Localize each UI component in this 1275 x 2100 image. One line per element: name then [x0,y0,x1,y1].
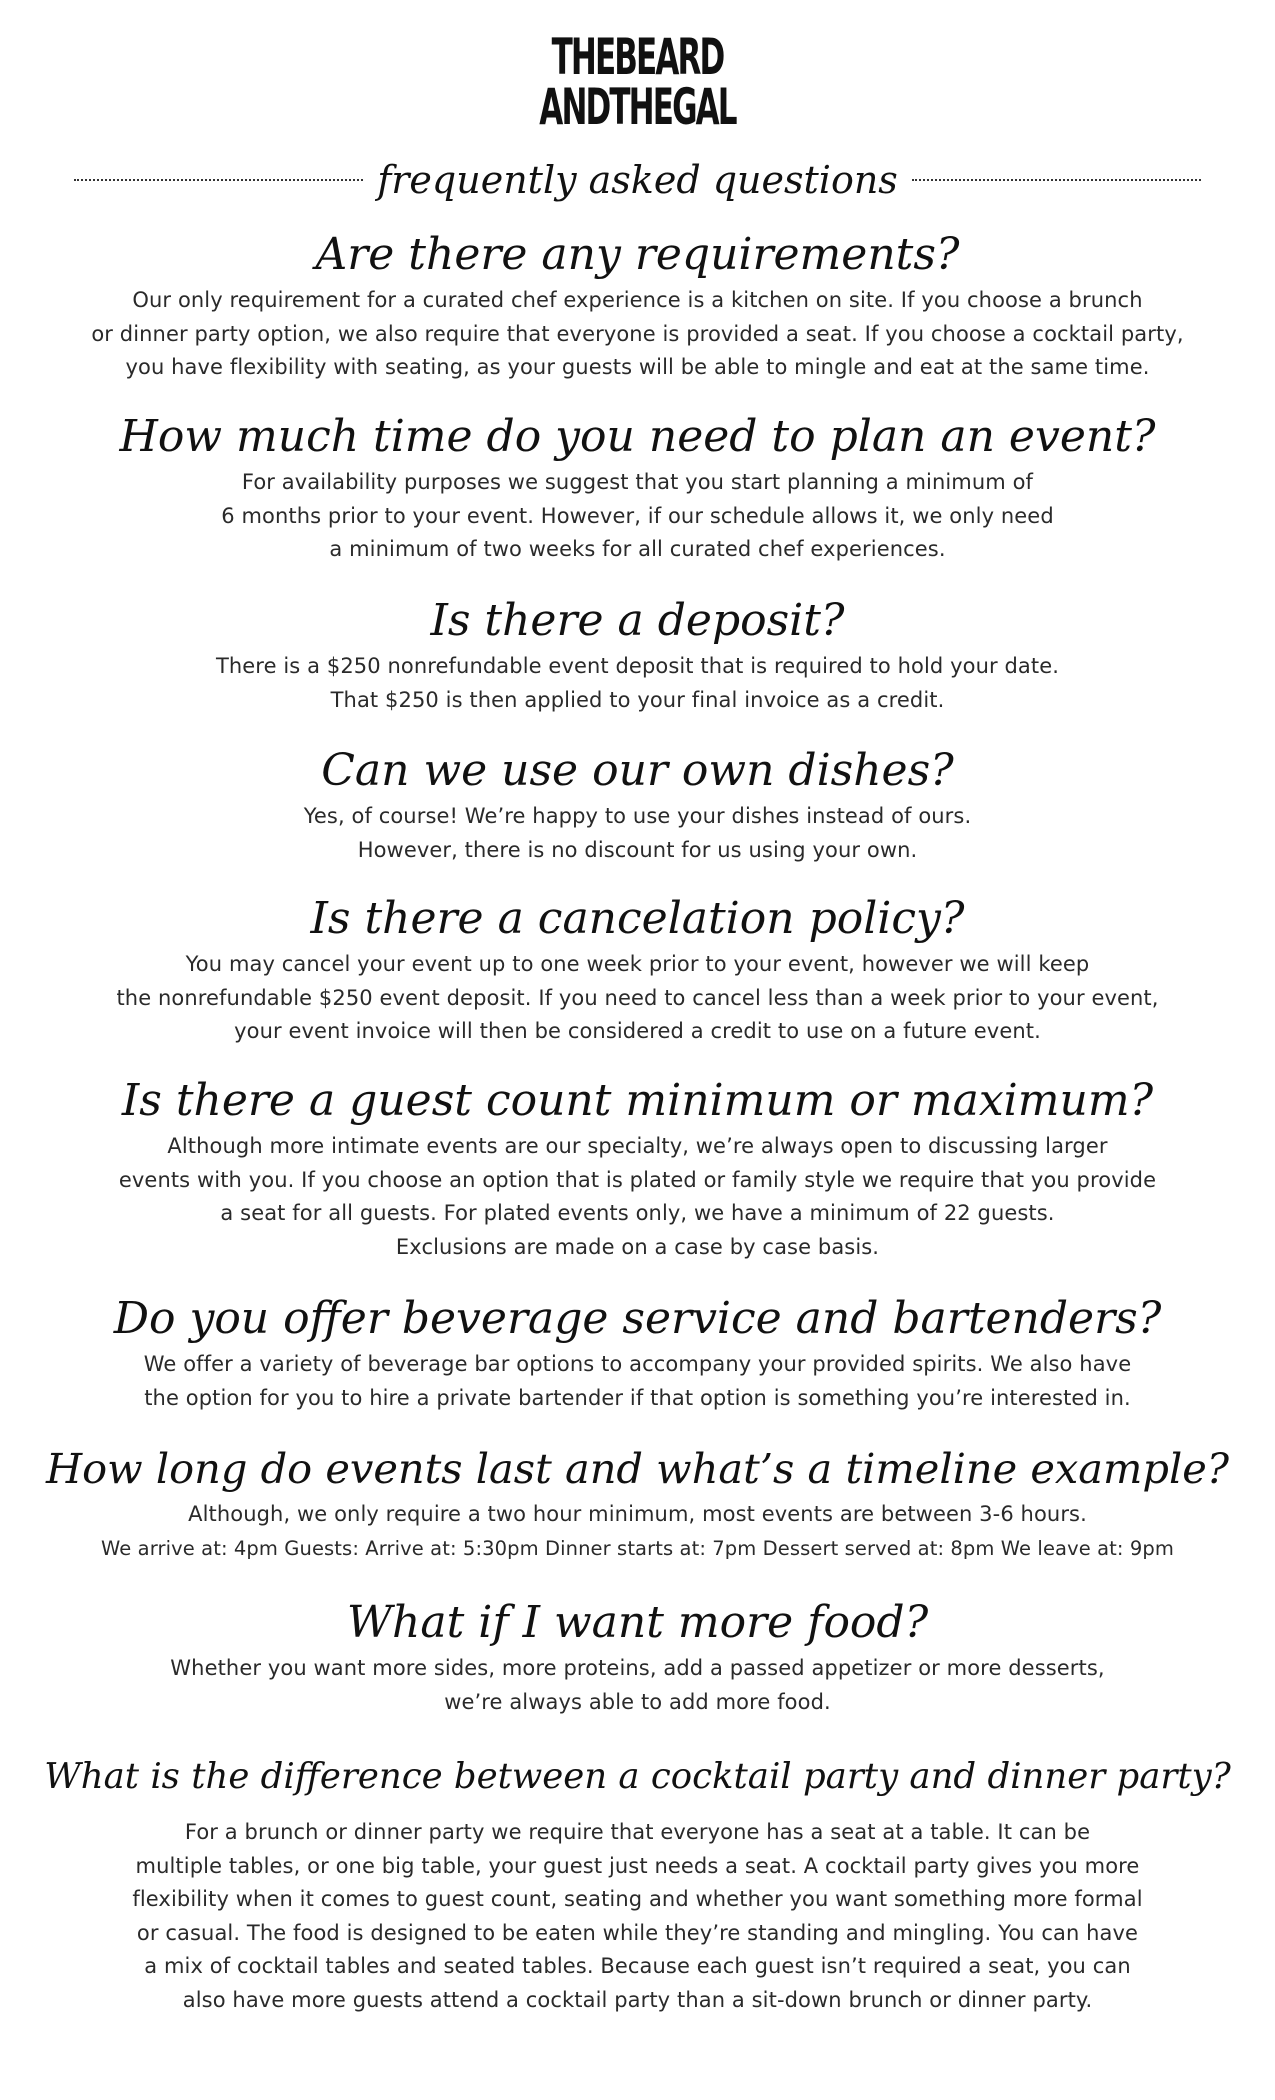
faq-item [40,1290,1235,1415]
faq-question: Is there a cancelation policy? [310,893,965,944]
faq-answer-line: multiple tables, or one big table, your guest just needs a seat. A cocktail party gives you more [135,1853,1140,1878]
faq-answer-line: However, there is no discount for us using your own. [357,837,918,862]
faq-question: What if I want more food? [346,1597,929,1648]
faq-question: Is there a guest count minimum or maximum? [121,1075,1154,1126]
faq-answer-line: There is a $250 nonrefundable event deposit that is required to hold your date. [215,654,1060,678]
faq-answer-line: flexibility when it comes to guest count, seating and whether you want something more formal [132,1887,1143,1911]
faq-answer-line: a mix of cocktail tables and seated tables. Because each guest isn’t required a seat, you can [144,1954,1131,1978]
faq-answer-line: Although more intimate events are our specialty, we’re always open to discussing larger [167,1134,1108,1158]
faq-question: How much time do you need to plan an event? [119,411,1156,462]
faq-answer-line: you have flexibility with seating, as your guests will be able to mingle and eat at the same time. [125,355,1150,379]
faq-answer-line: Exclusions are made on a case by case basis. [395,1234,880,1259]
logo-line-2: ANDTHEGAL [539,78,736,136]
faq-answer-line: we’re always able to add more food. [444,1689,831,1714]
faq-item [40,408,1235,567]
faq-item [40,890,1235,1049]
faq-answer-line: We offer a variety of beverage bar options to accompany your provided spirits. We also have [143,1352,1132,1376]
faq-answer-line: a minimum of two weeks for all curated chef experiences. [329,537,946,561]
faq-item [40,226,1235,385]
brand-logo [0,28,1275,136]
faq-answer-line: Although, we only require a two hour minimum, most events are between 3-6 hours. [188,1502,1087,1526]
faq-question: Can we use our own dishes? [321,745,954,796]
faq-answer-line: We arrive at: 4pm Guests: Arrive at: 5:30pm Dinner starts at: 7pm Dessert served at: 8pm We leave at: 9pm [101,1536,1174,1560]
faq-answer-line: your event invoice will then be considered a credit to use on a future event. [234,1019,1041,1043]
faq-answer-line: Our only requirement for a curated chef experience is a kitchen on site. If you choose a brunch [132,288,1143,312]
faq-item [40,742,1235,867]
faq-answer-line: Whether you want more sides, more proteins, add a passed appetizer or more desserts, [170,1656,1105,1680]
logo-line-1: THEBEARD [551,28,724,86]
dotted-rule-right [912,179,1201,181]
faq-answer-line: You may cancel your event up to one week prior to your event, however we will keep [185,952,1090,976]
faq-question: Are there any requirements? [315,229,960,280]
faq-answer-line: a seat for all guests. For plated events only, we have a minimum of 22 guests. [220,1201,1055,1225]
faq-answer-line: For availability purposes we suggest that you start planning a minimum of [241,470,1034,494]
faq-heading: frequently asked questions [377,158,898,202]
faq-answer-line: the option for you to hire a private bartender if that option is something you’re interested in. [144,1385,1131,1410]
faq-question: What is the difference between a cocktail party and dinner party? [44,1756,1231,1797]
faq-item [40,1594,1235,1719]
faq-question: Is there a deposit? [430,595,845,646]
faq-item [40,1440,1235,1565]
faq-question: Do you offer beverage service and bartenders? [113,1293,1162,1344]
faq-item [40,592,1235,717]
faq-answer-line: Yes, of course! We’re happy to use your dishes instead of ours. [303,804,972,828]
faq-question: How long do events last and what’s a timeline example? [45,1444,1230,1493]
faq-answer-line: For a brunch or dinner party we require that everyone has a seat at a table. It can be [184,1820,1091,1844]
faq-answer-line: the nonrefundable $250 event deposit. If you need to cancel less than a week prior to your event, [116,985,1159,1010]
faq-header [74,158,1201,202]
faq-item [40,1072,1235,1264]
faq-answer-line: also have more guests attend a cocktail party than a sit-down brunch or dinner party. [182,1987,1093,2012]
faq-item [40,1748,1235,2017]
faq-answer-line: events with you. If you choose an option that is plated or family style we require that you provide [118,1167,1157,1192]
faq-answer-line: That $250 is then applied to your final invoice as a credit. [330,687,945,712]
faq-answer-line: or casual. The food is designed to be eaten while they’re standing and mingling. You can have [136,1920,1139,1945]
faq-answer-line: or dinner party option, we also require that everyone is provided a seat. If you choose a cocktail party, [91,321,1184,346]
faq-answer-line: 6 months prior to your event. However, if our schedule allows it, we only need [221,503,1054,528]
dotted-rule-left [74,179,363,181]
